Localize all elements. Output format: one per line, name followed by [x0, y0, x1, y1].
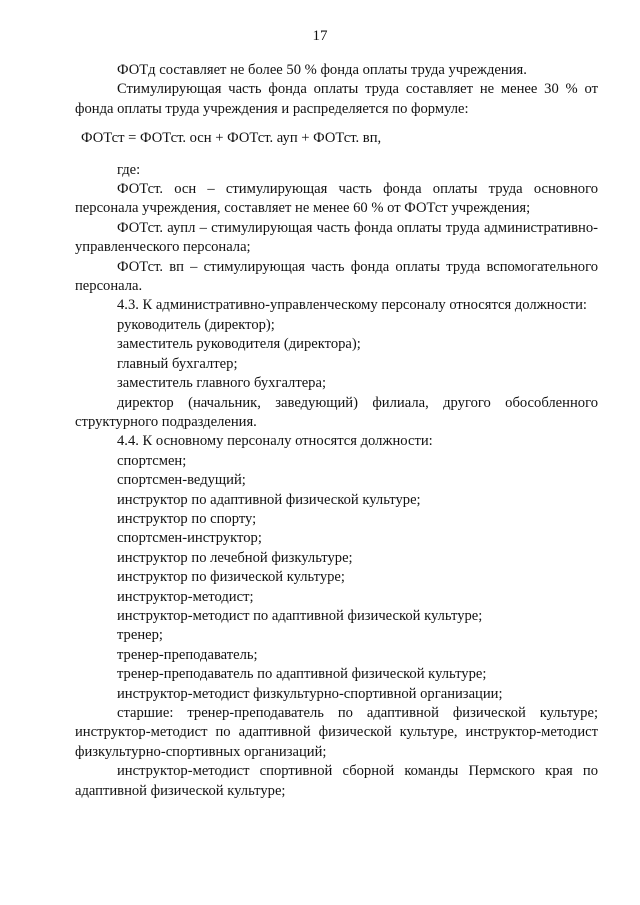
list-item: спортсмен; — [117, 452, 187, 469]
paragraph-fot-aup: ФОТст. аупл – стимулирующая часть фонда оплаты труда административно-управленческого персонала; — [75, 219, 598, 256]
list-item: заместитель главного бухгалтера; — [117, 375, 327, 392]
list-item: главный бухгалтер; — [117, 355, 238, 372]
list-item: тренер-преподаватель по адаптивной физической культуре; — [117, 666, 487, 683]
list-item: руководитель (директор); — [117, 316, 275, 333]
list-item: инструктор по адаптивной физической культуре; — [117, 491, 421, 508]
list-item: спортсмен-ведущий; — [117, 472, 246, 489]
list-item: инструктор по физической культуре; — [117, 569, 345, 586]
list-item: директор (начальник, заведующий) филиала, другого обособленного структурного подразделения. — [75, 394, 598, 430]
document-body — [75, 61, 598, 801]
list-item: инструктор-методист; — [117, 588, 254, 605]
page-number: 17 — [312, 28, 328, 44]
list-item: спортсмен-инструктор; — [117, 530, 262, 547]
list-item: заместитель руководителя (директора); — [117, 336, 361, 353]
list-item: инструктор-методист физкультурно-спортивной организации; — [117, 685, 503, 702]
paragraph-fot-vp: ФОТст. вп – стимулирующая часть фонда оплаты труда вспомогательного персонала. — [75, 258, 598, 295]
list-item: инструктор-методист спортивной сборной команды Пермского края по адаптивной физической культуре; — [75, 763, 598, 799]
list-item: инструктор-методист по адаптивной физической культуре; — [117, 607, 483, 624]
list-item: старшие: тренер-преподаватель по адаптивной физической культуре; инструктор-методист по адаптивной физической культуре, инструктор-методист физкультурно-спортивных организаций; — [75, 705, 598, 760]
list-item: тренер-преподаватель; — [117, 646, 258, 663]
section-4-3-heading: 4.3. К административно-управленческому персоналу относятся должности: — [117, 297, 587, 314]
list-item: тренер; — [117, 627, 163, 644]
list-item: инструктор по лечебной физкультуре; — [117, 549, 353, 566]
section-4-4-heading: 4.4. К основному персоналу относятся должности: — [117, 433, 433, 450]
list-item: инструктор по спорту; — [117, 510, 257, 527]
paragraph-where: где: — [117, 161, 141, 178]
formula: ФОТст = ФОТст. осн + ФОТст. ауп + ФОТст. вп, — [81, 130, 382, 147]
paragraph-fot-osn: ФОТст. осн – стимулирующая часть фонда оплаты труда основного персонала учреждения, составляет не менее 60 % от ФОТст учреждения; — [75, 181, 598, 217]
paragraph-stimulating-part: Стимулирующая часть фонда оплаты труда составляет не менее 30 % от фонда оплаты труда учреждения и распределяется по формуле: — [75, 81, 598, 117]
paragraph-fotd: ФОТд составляет не более 50 % фонда оплаты труда учреждения. — [117, 62, 527, 78]
